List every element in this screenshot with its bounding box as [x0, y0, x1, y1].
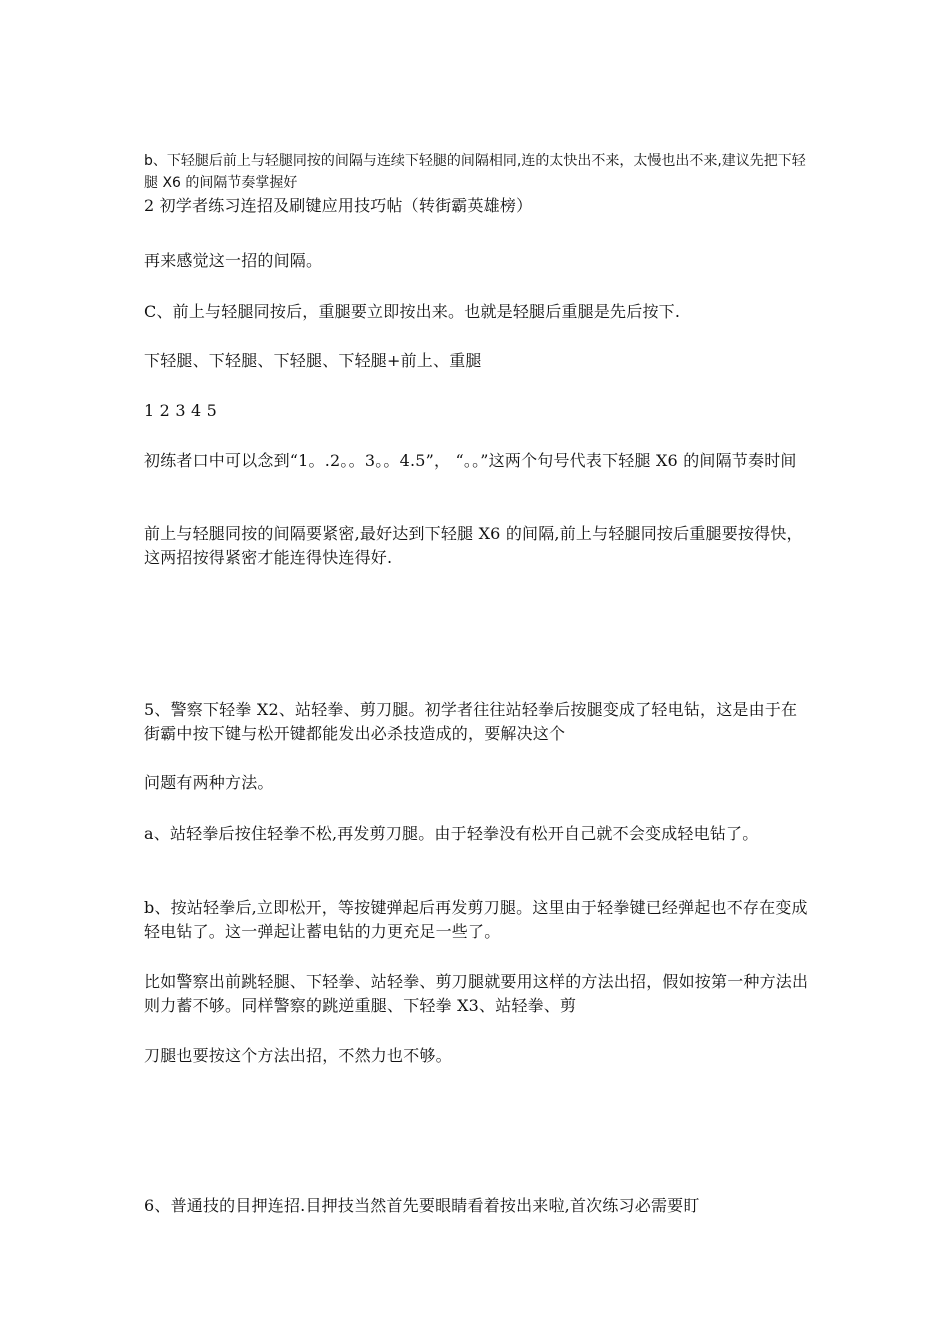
paragraph-numbers: 1 2 3 4 5	[144, 401, 218, 420]
paragraph-b-note: b、下轻腿后前上与轻腿同按的间隔与连续下轻腿的间隔相同,连的太快出不来，太慢也出不来,建议先把下轻腿 X6 的间隔节奏掌握好	[144, 153, 806, 191]
paragraph-item-6: 6、普通技的目押连招.目押技当然首先要眼睛看着按出来啦,首次练习必需要盯	[144, 1196, 700, 1215]
paragraph: 初练者口中可以念到“1。.2。。3。。4.5”， “。。”这两个句号代表下轻腿 X6 的间隔节奏时间	[144, 451, 797, 470]
paragraph: 刀腿也要按这个方法出招，不然力也不够。	[144, 1046, 452, 1065]
paragraph-c-note: C、前上与轻腿同按后，重腿要立即按出来。也就是轻腿后重腿是先后按下.	[144, 302, 681, 321]
paragraph: 再来感觉这一招的间隔。	[144, 251, 323, 270]
paragraph-b-note-2: b、按站轻拳后,立即松开，等按键弹起后再发剪刀腿。这里由于轻拳键已经弹起也不存在变成轻电钻了。这一弹起让蓄电钻的力更充足一些了。	[144, 898, 808, 941]
paragraph: 前上与轻腿同按的间隔要紧密,最好达到下轻腿 X6 的间隔,前上与轻腿同按后重腿要按得快，这两招按得紧密才能连得快连得好.	[144, 524, 803, 567]
paragraph: 比如警察出前跳轻腿、下轻拳、站轻拳、剪刀腿就要用这样的方法出招，假如按第一种方法出则力蓄不够。同样警察的跳逆重腿、下轻拳 X3、站轻拳、剪	[144, 972, 809, 1015]
paragraph-item-5: 5、警察下轻拳 X2、站轻拳、剪刀腿。初学者往往站轻拳后按腿变成了轻电钻，这是由于在街霸中按下键与松开键都能发出必杀技造成的，要解决这个	[144, 700, 798, 743]
paragraph-a-note: a、站轻拳后按住轻拳不松,再发剪刀腿。由于轻拳没有松开自己就不会变成轻电钻了。	[144, 824, 759, 843]
section-heading: 2 初学者练习连招及刷键应用技巧帖（转街霸英雄榜）	[144, 196, 533, 215]
paragraph-sequence: 下轻腿、下轻腿、下轻腿、下轻腿+前上、重腿	[144, 351, 482, 370]
paragraph: 问题有两种方法。	[144, 773, 274, 792]
